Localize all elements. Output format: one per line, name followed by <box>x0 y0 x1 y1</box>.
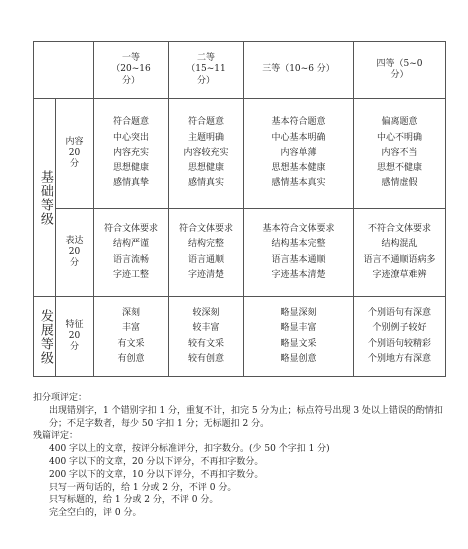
row-expression-label: 表达 20 分 <box>65 235 84 269</box>
criterion-item: 感情基本真实 <box>271 178 326 189</box>
row-feature-label: 特征 20 分 <box>65 319 84 353</box>
scoring-table <box>33 41 446 377</box>
criterion-item: 结构严谨 <box>112 239 149 250</box>
criterion-item: 语言基本通顺 <box>271 254 326 265</box>
row-expression-label-cell <box>56 209 94 297</box>
criterion-item: 语言不通顺语病多 <box>363 254 436 265</box>
rule-line: 只写标题的，给 1 分或 2 分，不评 0 分。 <box>49 495 219 506</box>
scoring-notes <box>33 392 459 520</box>
corner-cell <box>34 42 94 99</box>
criterion-item: 语言通顺 <box>187 254 224 265</box>
incomplete-title: 残篇评定： <box>33 431 79 442</box>
criterion-item: 略显深刻 <box>280 308 317 318</box>
criterion-item: 内容充实 <box>112 147 149 158</box>
criterion-item: 结构基本完整 <box>271 239 326 250</box>
row-content-label: 内容 20 分 <box>65 136 84 170</box>
criterion-item: 个别语句较精彩 <box>367 338 431 349</box>
content-second-cell <box>169 99 244 209</box>
criterion-item: 字迹清楚 <box>187 269 224 280</box>
header-first-grade <box>94 42 169 99</box>
criterion-item: 感情虚假 <box>381 178 418 189</box>
header-first-text: 一等 （20~16 分） <box>111 53 151 86</box>
criterion-item: 符合题意 <box>112 117 149 128</box>
criterion-item: 较有创意 <box>187 353 224 364</box>
criterion-item: 有创意 <box>117 353 145 364</box>
group-basic-cell <box>34 99 56 297</box>
header-second-text: 二等 （15~11 分） <box>186 53 226 86</box>
expression-second-cell <box>169 209 244 297</box>
expression-fourth-cell <box>354 209 446 297</box>
criterion-item: 中心不明确 <box>376 132 422 143</box>
criterion-item: 符合文体要求 <box>103 224 158 234</box>
header-second-grade <box>169 42 244 99</box>
criterion-item: 字迹基本清楚 <box>271 269 326 280</box>
row-feature <box>34 297 446 377</box>
criterion-item: 略显文采 <box>280 338 317 349</box>
criterion-item: 符合题意 <box>187 117 224 128</box>
criterion-item: 较有文采 <box>187 338 224 349</box>
criterion-item: 内容不当 <box>381 147 418 158</box>
criterion-item: 不符合文体要求 <box>367 224 431 234</box>
criterion-item: 符合文体要求 <box>178 224 233 234</box>
criterion-item: 略显创意 <box>280 353 317 364</box>
feature-fourth-cell <box>354 297 446 377</box>
deduct-text: 出现错别字，1 个错别字扣 1 分，重复不计，扣完 5 分为止；标点符号出现 3 处以上错误的酌情扣分；不足字数者，每少 50 字扣 1 分；无标题扣 2 分。 <box>49 405 443 429</box>
group-development-cell <box>34 297 56 377</box>
criterion-item: 偏离题意 <box>381 117 418 128</box>
rule-line: 200 字以下的文章，10 分以下评分，不再扣字数分。 <box>49 469 264 480</box>
group-development-label: 发展等级 <box>37 308 53 365</box>
criterion-item: 思想基本健康 <box>271 163 326 174</box>
criterion-item: 感情真挚 <box>112 178 149 189</box>
criterion-item: 内容单薄 <box>280 147 317 158</box>
header-fourth-text: 四等（5~0 分） <box>376 58 423 80</box>
feature-second-cell <box>169 297 244 377</box>
criterion-item: 较深刻 <box>192 308 220 318</box>
criterion-item: 丰富 <box>121 323 140 334</box>
criterion-item: 思想健康 <box>187 163 224 174</box>
criterion-item: 字迹工整 <box>112 269 149 280</box>
criterion-item: 主题明确 <box>187 132 224 143</box>
criterion-item: 个别例子较好 <box>372 323 427 334</box>
criterion-item: 思想健康 <box>112 163 149 174</box>
criterion-item: 深刻 <box>121 308 140 318</box>
row-expression <box>34 209 446 297</box>
criterion-item: 字迹潦草难辨 <box>372 269 427 280</box>
rule-line: 400 字以下的文章，20 分以下评分，不再扣字数分。 <box>49 456 264 467</box>
criterion-item: 略显丰富 <box>280 323 317 334</box>
criterion-item: 基本符合文体要求 <box>262 224 335 234</box>
criterion-item: 个别语句有深意 <box>367 308 431 318</box>
rule-line: 完全空白的，评 0 分。 <box>49 508 142 519</box>
row-content-label-cell <box>56 99 94 209</box>
header-third-text: 三等（10~6 分） <box>262 64 335 75</box>
criterion-item: 内容较充实 <box>183 147 229 158</box>
row-content <box>34 99 446 209</box>
content-first-cell <box>94 99 169 209</box>
content-fourth-cell <box>354 99 446 209</box>
content-third-cell <box>244 99 354 209</box>
criterion-item: 感情真实 <box>187 178 224 189</box>
criterion-item: 语言流畅 <box>112 254 149 265</box>
expression-third-cell <box>244 209 354 297</box>
criterion-item: 中心基本明确 <box>271 132 326 143</box>
rule-line: 400 字以上的文章，按评分标准评分，扣字数分。(少 50 个字扣 1 分) <box>49 444 330 455</box>
criterion-item: 结构混乱 <box>381 239 418 250</box>
criterion-item: 思想不健康 <box>376 163 422 174</box>
criterion-item: 中心突出 <box>112 132 149 143</box>
criterion-item: 基本符合题意 <box>271 117 326 128</box>
expression-first-cell <box>94 209 169 297</box>
row-feature-label-cell <box>56 297 94 377</box>
deduct-title: 扣分项评定： <box>33 393 88 403</box>
criterion-item: 结构完整 <box>187 239 224 250</box>
criterion-item: 有文采 <box>117 338 145 349</box>
feature-third-cell <box>244 297 354 377</box>
header-row <box>34 42 446 99</box>
feature-first-cell <box>94 297 169 377</box>
group-basic-label: 基础等级 <box>37 169 53 226</box>
rule-line: 只写一两句话的，给 1 分或 2 分，不评 0 分。 <box>49 482 237 493</box>
criterion-item: 个别地方有深意 <box>367 353 431 364</box>
header-third-grade <box>244 42 354 99</box>
criterion-item: 较丰富 <box>192 323 220 334</box>
header-fourth-grade <box>354 42 446 99</box>
incomplete-rules <box>33 443 459 520</box>
